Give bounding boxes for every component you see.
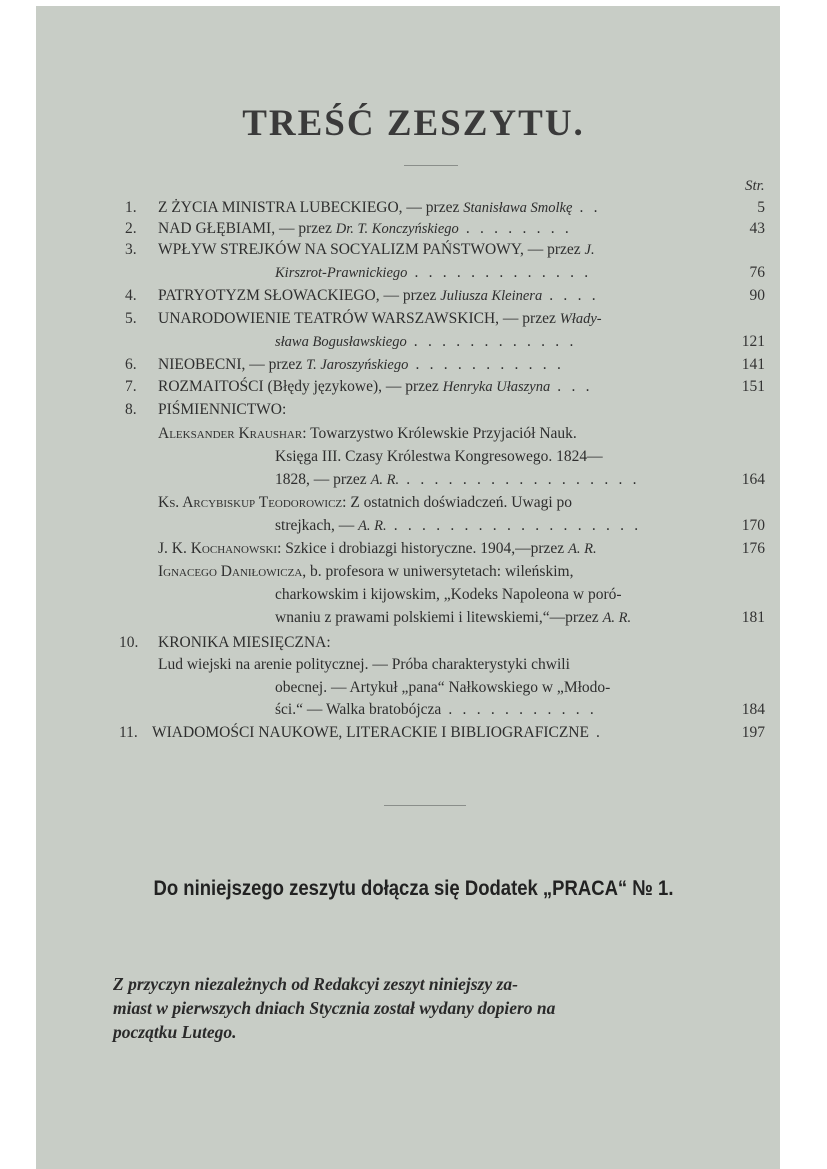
editorial-note-line: początku Lutego. [113, 1022, 237, 1042]
toc-entry-number: 8. [125, 401, 137, 418]
toc-entry-number: 6. [125, 356, 137, 373]
editorial-note-line: Z przyczyn niezależnych od Redakcyi zeszyt niniejszy za- [113, 974, 518, 994]
toc-page-number: 184 [741, 701, 765, 718]
toc-page-number: 164 [741, 471, 765, 488]
review-entry: Aleksander Kraushar: Towarzystwo Królewskie Przyjaciół Nauk. [158, 425, 577, 442]
toc-page-number: 141 [741, 356, 765, 373]
review-entry: Ignacego Daniłowicza, b. profesora w uniwersytetach: wileńskim, [158, 563, 574, 580]
chronicle-entry: Lud wiejski na arenie politycznej. — Próba charakterystyki chwili [158, 656, 570, 673]
editorial-note-line: miast w pierwszych dniach Stycznia został wydany dopiero na [113, 998, 556, 1018]
review-entry-continuation: charkowskim i kijowskim, „Kodeks Napoleona w poró- [275, 586, 622, 603]
toc-page-number: 197 [741, 724, 765, 741]
toc-entry: NAD GŁĘBIAMI, — przez Dr. T. Konczyńskiego . . . . . . . . [158, 220, 572, 237]
toc-entry: WIADOMOŚCI NAUKOWE, LITERACKIE I BIBLIOGRAFICZNE . [152, 724, 604, 741]
toc-entry-number: 10. [119, 634, 139, 651]
toc-page-number: 43 [749, 220, 765, 237]
toc-entry: UNARODOWIENIE TEATRÓW WARSZAWSKICH, — przez Włady- [158, 310, 602, 327]
chronicle-entry-continuation: obecnej. — Artykuł „pana“ Nałkowskiego w „Młodo- [275, 679, 611, 696]
toc-entry-number: 1. [125, 199, 137, 216]
toc-page-number: 181 [741, 609, 765, 626]
toc-entry: ROZMAITOŚCI (Błędy językowe), — przez Henryka Ułaszyna . . . [158, 378, 593, 395]
toc-entry: PATRYOTYZM SŁOWACKIEGO, — przez Juliusza Kleinera . . . . [158, 287, 599, 304]
toc-page-number: 5 [757, 199, 765, 216]
toc-entry-continuation: Kirszrot-Prawnickiego . . . . . . . . . . . . . [275, 264, 592, 281]
toc-entry-number: 7. [125, 378, 137, 395]
toc-entry: Z ŻYCIA MINISTRA LUBECKIEGO, — przez Stanisława Smolkę . . [158, 199, 601, 216]
toc-entry-number: 4. [125, 287, 137, 304]
review-entry-continuation: strejkach, — A. R. . . . . . . . . . . . . . . . . . . [275, 517, 642, 534]
toc-page-number: 90 [749, 287, 765, 304]
toc-entry: PIŚMIENNICTWO: [158, 401, 287, 418]
page-column-label: Str. [745, 178, 765, 194]
review-entry: Ks. Arcybiskup Teodorowicz: Z ostatnich doświadczeń. Uwagi po [158, 494, 572, 511]
section-divider [384, 805, 466, 806]
review-entry-continuation: wnaniu z prawami polskiemi i litewskiemi,“—przez A. R. [275, 609, 632, 626]
toc-page-number: 121 [741, 333, 765, 350]
toc-page-number: 170 [741, 517, 765, 534]
chronicle-entry-continuation: ści.“ — Walka bratobójcza . . . . . . . . . . . [275, 701, 597, 718]
toc-entry: NIEOBECNI, — przez T. Jaroszyńskiego . . . . . . . . . . . [158, 356, 565, 373]
toc-entry-number: 2. [125, 220, 137, 237]
toc-page-number: 176 [741, 540, 765, 557]
toc-entry-continuation: sława Bogusławskiego . . . . . . . . . . . . [275, 333, 577, 350]
toc-entry-number: 11. [119, 724, 138, 741]
toc-entry: WPŁYW STREJKÓW NA SOCYALIZM PAŃSTWOWY, — przez J. [158, 241, 595, 258]
toc-page-number: 76 [749, 264, 765, 281]
review-entry-continuation: Księga III. Czasy Królestwa Kongresowego. 1824— [275, 448, 603, 465]
page-title: TREŚĆ ZESZYTU. [242, 103, 585, 144]
review-entry: J. K. Kochanowski: Szkice i drobiazgi historyczne. 1904,—przez A. R. [158, 540, 597, 557]
toc-entry: KRONIKA MIESIĘCZNA: [158, 634, 331, 651]
review-entry-continuation: 1828, — przez A. R. . . . . . . . . . . . . . . . . . [275, 471, 640, 488]
supplement-notice: Do niniejszego zeszytu dołącza się Dodatek „PRACA“ № 1. [153, 876, 674, 900]
toc-entry-number: 5. [125, 310, 137, 327]
toc-entry-number: 3. [125, 241, 137, 258]
toc-page-number: 151 [741, 378, 765, 395]
